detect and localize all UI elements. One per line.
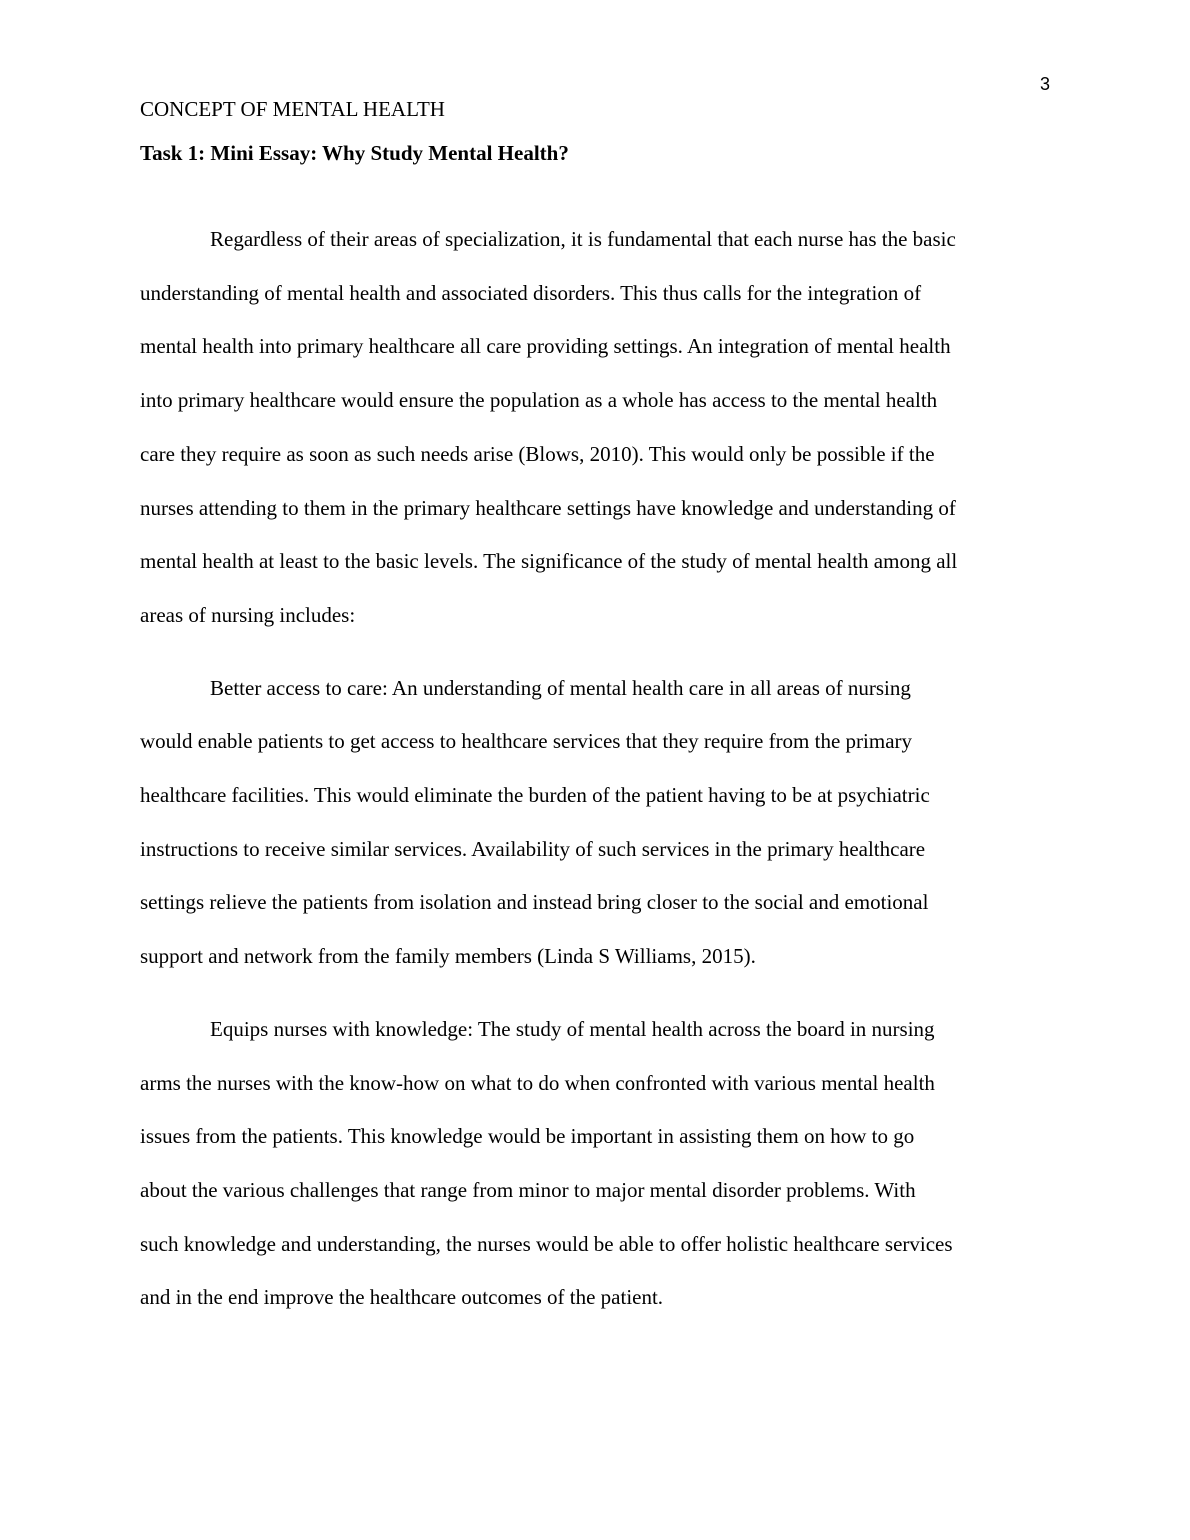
page-content <box>140 96 1050 1325</box>
paragraph-line: issues from the patients. This knowledge would be important in assisting them on how to go <box>140 1124 915 1149</box>
paragraph-better-access <box>140 662 1050 984</box>
paragraph-line: mental health into primary healthcare all care providing settings. An integration of mental health <box>140 334 951 359</box>
paragraph-line: instructions to receive similar services. Availability of such services in the primary healthcare <box>140 836 926 861</box>
paragraph-equips-nurses <box>140 1003 1050 1325</box>
paragraph-line: Equips nurses with knowledge: The study of mental health across the board in nursing <box>210 1016 935 1041</box>
paragraph-line: mental health at least to the basic levels. The significance of the study of mental health among all <box>140 549 958 574</box>
paragraph-line: and in the end improve the healthcare outcomes of the patient. <box>140 1285 664 1310</box>
paragraph-intro <box>140 213 1050 643</box>
paragraph-line: nurses attending to them in the primary healthcare settings have knowledge and understanding of <box>140 495 956 520</box>
paragraph-line: settings relieve the patients from isolation and instead bring closer to the social and emotional <box>140 890 929 915</box>
paragraph-line: about the various challenges that range from minor to major mental disorder problems. With <box>140 1177 916 1202</box>
paragraph-line: would enable patients to get access to healthcare services that they require from the primary <box>140 729 913 754</box>
paragraph-line: healthcare facilities. This would eliminate the burden of the patient having to be at psychiatric <box>140 783 930 808</box>
paragraph-line: such knowledge and understanding, the nurses would be able to offer holistic healthcare services <box>140 1231 953 1256</box>
paragraph-line: areas of nursing includes: <box>140 602 356 627</box>
running-head: CONCEPT OF MENTAL HEALTH <box>140 97 445 121</box>
paragraph-line: Regardless of their areas of specialization, it is fundamental that each nurse has the basic <box>210 227 956 251</box>
paragraph-line: support and network from the family members (Linda S Williams, 2015). <box>140 944 756 969</box>
task-title: Task 1: Mini Essay: Why Study Mental Health? <box>140 141 569 165</box>
paragraph-line: understanding of mental health and associated disorders. This thus calls for the integration of <box>140 280 922 305</box>
paragraph-line: care they require as soon as such needs arise (Blows, 2010). This would only be possible if the <box>140 441 935 466</box>
page-number: 3 <box>1039 74 1050 94</box>
paragraph-line: Better access to care: An understanding of mental health care in all areas of nursing <box>210 675 911 700</box>
essay-body <box>140 213 1050 1325</box>
paragraph-line: into primary healthcare would ensure the population as a whole has access to the mental health <box>140 388 938 413</box>
paragraph-line: arms the nurses with the know-how on what to do when confronted with various mental health <box>140 1070 935 1095</box>
